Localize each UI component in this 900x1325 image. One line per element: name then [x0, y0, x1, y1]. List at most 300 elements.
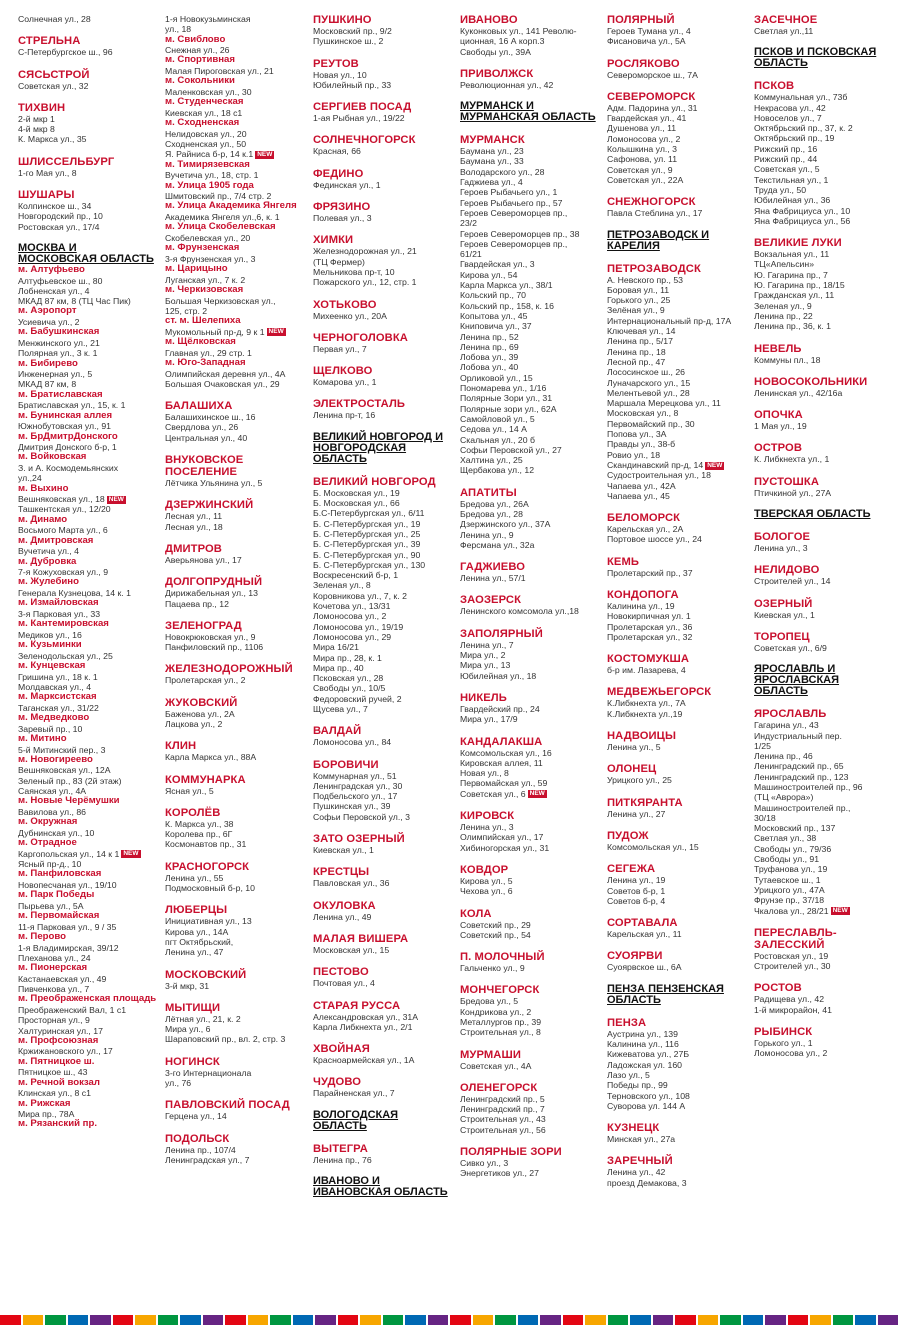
store-address: Судостроительная ул., 18	[607, 470, 711, 481]
store-address: Интернациональный пр-д, 17А	[607, 315, 732, 326]
region-heading: ПЕНЗА ПЕНЗЕНСКАЯ ОБЛАСТЬ	[607, 982, 724, 1006]
store-address: Советский пр., 29	[460, 919, 531, 930]
city-heading: КИРОВСК	[460, 810, 515, 823]
store-address: МКАД 87 км, 8	[18, 379, 77, 390]
store-address: Подмосковный б-р, 10	[165, 883, 255, 894]
metro-station: м. Сокольники	[165, 75, 235, 87]
metro-station: м. Рязанский пр.	[18, 1118, 97, 1130]
store-address: Мукомольный пр-д, 9 к 1 NEW	[165, 326, 284, 337]
store-address: Советская ул., 9	[607, 164, 673, 175]
store-address: Ленина пр., 69	[460, 341, 519, 352]
metro-station: м. Рижская	[18, 1097, 71, 1109]
city-heading: ОПОЧКА	[754, 409, 803, 422]
store-address: Ленинградский пр., 123	[754, 771, 849, 782]
store-address: Свободы ул., 39А	[460, 46, 531, 57]
color-strip-segment	[158, 1315, 179, 1325]
color-strip-segment	[653, 1315, 674, 1325]
store-address: Яна Фабрициуса ул., 56	[754, 215, 851, 226]
city-heading: КЕМЬ	[607, 555, 640, 568]
store-address: Вешняковская ул., 12А	[18, 765, 111, 776]
store-address: Карла Либкнехта ул., 2/1	[313, 1021, 413, 1032]
store-address: Снежная ул., 26	[165, 45, 230, 56]
store-address: Североморское ш., 7А	[607, 69, 698, 80]
store-address: Б.С-Петербургская ул., 6/11	[313, 508, 425, 519]
store-address: Душенова ул., 11	[607, 123, 677, 134]
metro-station: м. Новогиреево	[18, 753, 93, 765]
metro-station: м. Свиблово	[165, 33, 226, 45]
store-address: Саянская ул., 4А	[18, 786, 87, 797]
store-address: Королева пр., 6Г	[165, 829, 233, 840]
store-address: Героев Североморцев пр.,	[460, 207, 568, 218]
store-address: Ладожская ул. 160	[607, 1059, 682, 1070]
city-heading: МЕДВЕЖЬЕГОРСК	[607, 686, 712, 699]
city-heading: ТИХВИН	[18, 101, 66, 114]
store-address: Ленина ул., 3	[460, 822, 514, 833]
store-address: Советская ул., 6 NEW	[460, 788, 545, 799]
store-address: Скобелевская ул., 20	[165, 232, 251, 243]
metro-station: м. Улица 1905 года	[165, 179, 254, 191]
color-strip-segment	[698, 1315, 719, 1325]
store-address: Павловская ул., 36	[313, 878, 390, 889]
store-address: Ленина пр., 46	[754, 751, 813, 762]
store-address: Индустриальный пер.	[754, 730, 842, 741]
store-address: Нелидовская ул., 20	[165, 128, 247, 139]
store-address: Комсомольская ул., 15	[607, 841, 699, 852]
store-address: Чкалова ул., 28/21 NEW	[754, 905, 848, 916]
store-address: Советская ул., 6/9	[754, 642, 827, 653]
store-address: Радищева ул., 42	[754, 994, 825, 1005]
store-address: 1 Мая ул., 19	[754, 421, 807, 432]
store-address: Свободы ул., 91	[754, 854, 820, 865]
store-address: Гвардейская ул., 41	[607, 113, 687, 124]
column-5	[607, 14, 747, 1188]
store-address: Дзержинского ул., 37А	[460, 519, 551, 530]
metro-station: м. Фрунзенская	[165, 242, 240, 254]
store-address: К.Либкнехта ул.,19	[607, 708, 683, 719]
metro-station: м. Спортивная	[165, 54, 235, 66]
store-address: Б. С-Петербургская ул., 19	[313, 518, 421, 529]
store-address: Зеленая ул., 9	[754, 300, 812, 311]
color-strip	[0, 1315, 900, 1325]
store-address: Боровая ул., 11	[607, 284, 670, 295]
store-address: Советов б-р, 1	[607, 885, 666, 896]
city-heading: КОРОЛЁВ	[165, 806, 221, 819]
metro-station: м. Черкизовская	[165, 283, 244, 295]
store-address: Мельникова пр-т, 10	[313, 266, 395, 277]
city-heading: НОГИНСК	[165, 1055, 220, 1068]
store-address: Героев Тумана ул., 4	[607, 26, 691, 36]
store-address: Пролетарская ул., 2	[165, 675, 246, 686]
store-address: Александровская ул., 31А	[313, 1011, 419, 1022]
store-address: Коммунальная ул., 73б	[754, 92, 848, 103]
city-heading: РЫБИНСК	[754, 1026, 813, 1039]
store-address: Ломоносова ул., 19/19	[313, 621, 404, 632]
city-heading: ПОЛЯРНЫЕ ЗОРИ	[460, 1146, 562, 1159]
store-address: 61/21	[460, 249, 482, 260]
store-address: Фрунзе пр., 37/18	[754, 895, 825, 906]
city-heading: ФЕДИНО	[313, 167, 364, 180]
metro-station: м. Улица Скобелевская	[165, 221, 276, 233]
store-address: Советская ул., 5	[754, 164, 820, 175]
store-address: Клинская ул., 8 с1	[18, 1088, 91, 1099]
color-strip-segment	[743, 1315, 764, 1325]
region-heading: ПЕТРОЗАВОДСК И КАРЕЛИЯ	[607, 228, 710, 252]
store-address: Лесная ул., 11	[165, 511, 223, 522]
city-heading: ЧЕРНОГОЛОВКА	[313, 331, 408, 344]
store-address: Московский пр., 9/2	[313, 26, 392, 36]
color-strip-segment	[293, 1315, 314, 1325]
store-address: Сафонова, ул. 11	[607, 154, 678, 165]
store-address: Новгородский пр., 10	[18, 211, 103, 222]
city-heading: ХИМКИ	[313, 234, 354, 247]
city-heading: АПАТИТЫ	[460, 486, 517, 499]
store-address: Баженова ул., 2А	[165, 708, 235, 719]
store-address: Фединская ул., 1	[313, 179, 381, 190]
store-address: Ростовская ул., 19	[754, 950, 829, 961]
region-heading: ЯРОСЛАВЛЬ И ЯРОСЛАВСКАЯ ОБЛАСТЬ	[754, 663, 840, 698]
city-heading: МАЛАЯ ВИШЕРА	[313, 932, 409, 945]
city-heading: НЕЛИДОВО	[754, 564, 820, 577]
store-address: Революционная ул., 42	[460, 79, 554, 90]
store-address: Мира ул., 2	[460, 650, 506, 661]
store-address: Просторная ул., 9	[18, 1015, 90, 1026]
store-address: Братиславская ул., 15, к. 1	[18, 400, 126, 411]
store-address: Пятницкое ш., 43	[18, 1067, 88, 1078]
store-address: Полевая ул., 3	[313, 213, 372, 224]
color-strip-segment	[608, 1315, 629, 1325]
store-address: Пивченкова ул., 7	[18, 984, 90, 995]
store-address: Я. Райниса б-р, 14 к.1 NEW	[165, 149, 273, 160]
store-address: Ломоносова ул., 2	[313, 611, 387, 622]
store-address: Баумана ул., 23	[460, 146, 524, 157]
store-address: Ю. Гагарина пр., 18/15	[754, 280, 845, 291]
city-heading: МЫТИЩИ	[165, 1001, 221, 1014]
metro-station: м. Пионерская	[18, 962, 88, 974]
store-address: Солнечная ул., 28	[18, 14, 91, 24]
store-address: Пролетарская ул., 32	[607, 631, 693, 642]
store-address: Щербакова ул., 12	[460, 465, 535, 476]
city-heading: ПУШКИНО	[313, 14, 372, 26]
store-address: Адм. Падорина ул., 31	[607, 102, 698, 113]
store-address: Полярные Зори ул., 31	[460, 393, 553, 404]
store-address: Кижеватова ул., 27Б	[607, 1049, 690, 1060]
store-address: 3-я Фрунзенская ул., 3	[165, 253, 256, 264]
store-address: Ленинградский пр., 7	[460, 1104, 545, 1115]
city-heading: СЯСЬСТРОЙ	[18, 68, 90, 81]
store-address: З. и А. Космодемьянских	[18, 462, 119, 473]
store-address: Калинина ул., 19	[607, 600, 675, 611]
color-strip-segment	[0, 1315, 21, 1325]
store-address: Текстильная ул., 1	[754, 174, 829, 185]
store-address: Карла Маркса ул., 38/1	[460, 280, 553, 291]
store-address: Советский пр., 54	[460, 929, 531, 940]
city-heading: ВАЛДАЙ	[313, 725, 362, 738]
store-address: 23/2	[460, 218, 477, 229]
store-address: Урицкого ул., 47А	[754, 884, 825, 895]
store-address: Самойловой ул., 5	[460, 413, 535, 424]
city-heading: ПРИВОЛЖСК	[460, 67, 534, 80]
metro-station: м. Аэропорт	[18, 305, 77, 317]
store-address: Минская ул., 27а	[607, 1134, 676, 1145]
store-address: Ленина пр., 36, к. 1	[754, 321, 831, 332]
store-address: Советская ул., 32	[18, 80, 89, 91]
store-address: Кольский пр., 70	[460, 290, 527, 301]
store-address: Карла Маркса ул., 88А	[165, 752, 257, 763]
store-address: Инженерная ул., 5	[18, 369, 93, 380]
store-address: Строителей ул., 30	[754, 961, 831, 972]
metro-station: м. Дмитровская	[18, 534, 94, 546]
store-address: Шмитовский пр., 7/4 стр. 2	[165, 191, 272, 202]
color-strip-segment	[203, 1315, 224, 1325]
store-address: Ленина ул., 5	[607, 742, 661, 753]
metro-station: м. Марксистская	[18, 691, 97, 703]
store-address: Б. С-Петербургская ул., 90	[313, 549, 421, 560]
store-address: Кировская аллея, 11	[460, 757, 543, 768]
color-strip-segment	[878, 1315, 899, 1325]
color-strip-segment	[383, 1315, 404, 1325]
store-address: 30/18	[754, 812, 776, 823]
store-address: Преображенский Вал, 1 с1	[18, 1004, 127, 1015]
store-address: Светлая ул.,11	[754, 26, 814, 36]
city-heading: ПУДОЖ	[607, 829, 649, 842]
store-address: Хибиногорская ул., 31	[460, 842, 550, 853]
store-address: Коммуны пл., 18	[754, 354, 821, 365]
store-address: Кондрикова ул., 2	[460, 1006, 532, 1017]
store-address: Лацкова ул., 2	[165, 719, 223, 729]
metro-station: м. Царицыно	[165, 263, 228, 275]
store-address: Халтуринская ул., 17	[18, 1025, 103, 1036]
metro-station: м. Пятницкое ш.	[18, 1055, 95, 1067]
region-heading: ТВЕРСКАЯ ОБЛАСТЬ	[754, 508, 871, 521]
city-heading: ПЕНЗА	[607, 1016, 647, 1029]
city-heading: ОСТРОВ	[754, 442, 803, 455]
city-heading: СЕВЕРОМОРСК	[607, 90, 696, 103]
color-strip-segment	[270, 1315, 291, 1325]
store-address: Киевская ул., 1	[754, 609, 815, 620]
color-strip-segment	[720, 1315, 741, 1325]
store-address: (ТЦ Фермер)	[313, 256, 365, 267]
store-address: Панфиловский пр., 1106	[165, 642, 264, 653]
store-address: Мира пр., 78А	[18, 1109, 75, 1120]
city-heading: ЩЕЛКОВО	[313, 365, 373, 378]
store-address: Кирова ул., 14А	[165, 926, 229, 937]
store-address: Комсомольская ул., 16	[460, 747, 552, 758]
metro-station: м. Перово	[18, 930, 67, 942]
city-heading: ЛЮБЕРЦЫ	[165, 904, 228, 917]
color-strip-segment	[360, 1315, 381, 1325]
city-heading: СОЛНЕЧНОГОРСК	[313, 134, 416, 147]
store-address: Олимпийская деревня ул., 4А	[165, 368, 286, 379]
city-heading: МОСКОВСКИЙ	[165, 968, 247, 981]
city-heading: ПЕТРОЗАВОДСК	[607, 262, 701, 275]
city-heading: КУЗНЕЦК	[607, 1122, 660, 1135]
store-address: Новопесчаная ул., 19/10	[18, 879, 117, 890]
city-heading: ВНУКОВСКОЕ ПОСЕЛЕНИЕ	[165, 454, 244, 479]
store-address: Чапаева ул., 45	[607, 490, 670, 501]
store-address: Орликовой ул., 15	[460, 372, 533, 383]
store-address: Б. Московская ул., 66	[313, 498, 400, 509]
store-address: Володарского ул., 28	[460, 166, 545, 177]
city-heading: КРАСНОГОРСК	[165, 860, 250, 873]
store-address: Победы пр., 99	[607, 1080, 668, 1091]
city-heading: СОРТАВАЛА	[607, 917, 678, 930]
store-address: 1-го Мая ул., 8	[18, 167, 77, 178]
metro-station: м. Тимирязевская	[165, 158, 250, 170]
city-heading: ЖУКОВСКИЙ	[165, 696, 238, 709]
metro-station: м. Панфиловская	[18, 868, 102, 880]
store-address: Космонавтов пр., 31	[165, 839, 247, 850]
color-strip-segment	[833, 1315, 854, 1325]
color-strip-segment	[563, 1315, 584, 1325]
store-address: Лобненская ул., 4	[18, 285, 90, 296]
city-heading: НОВОСОКОЛЬНИКИ	[754, 375, 868, 388]
store-address: Маленковская ул., 30	[165, 86, 252, 97]
metro-station: м. Кунцевская	[18, 660, 86, 671]
color-strip-segment	[810, 1315, 831, 1325]
store-address: Б. С-Петербургская ул., 25	[313, 528, 421, 539]
city-heading: ПСКОВ	[754, 80, 795, 93]
store-address: Южнобутовская ул., 91	[18, 421, 111, 432]
store-address: Советская ул., 22А	[607, 174, 684, 185]
store-address: Каргопольская ул., 14 к 1 NEW	[18, 848, 139, 859]
store-address: 1-й микрорайон, 41	[754, 1004, 832, 1015]
store-address: Зеленодольская ул., 25	[18, 650, 113, 661]
store-address: Ленинградский пр., 5	[460, 1093, 545, 1104]
store-address: Кржижановского ул., 17	[18, 1046, 113, 1057]
store-address: Медиков ул., 16	[18, 629, 82, 640]
color-strip-segment	[90, 1315, 111, 1325]
store-address: Бредова ул., 26А	[460, 498, 529, 509]
store-address: Новоселов ул., 7	[754, 112, 822, 123]
city-heading: НАДВОИЦЫ	[607, 730, 677, 743]
store-address: Некрасова ул., 42	[754, 102, 826, 113]
store-address: Пырьева ул., 5А	[18, 900, 84, 911]
store-address: Балашихинское ш., 16	[165, 412, 256, 423]
store-address: Ленина пр., 107/4	[165, 1144, 236, 1155]
store-address: Подбельского ул., 17	[313, 791, 398, 802]
city-heading: ВЫТЕГРА	[313, 1142, 368, 1155]
store-address: Ленина ул., 57/1	[460, 573, 526, 584]
color-strip-segment	[765, 1315, 786, 1325]
store-address: Луначарского ул., 15	[607, 377, 691, 388]
store-address: Бредова ул., 28	[460, 508, 523, 519]
city-heading: РОСЛЯКОВО	[607, 57, 680, 70]
store-address: Металлургов пр., 39	[460, 1017, 542, 1027]
store-address: Куконковых ул., 141 Револю-	[460, 26, 577, 36]
store-address: Пушкинская ул., 39	[313, 801, 391, 812]
store-address: Ростовская ул., 17/4	[18, 221, 100, 232]
store-address: К.Либкнехта ул., 7А	[607, 698, 686, 709]
city-heading: ПЕСТОВО	[313, 966, 369, 979]
store-address: Ломоносова ул., 29	[313, 631, 392, 642]
metro-station: м. БрДмитрДонского	[18, 430, 118, 442]
store-address: Ленина ул., 9	[460, 529, 514, 540]
city-heading: ТОРОПЕЦ	[754, 630, 810, 643]
city-heading: ЗАТО ОЗЕРНЫЙ	[313, 833, 405, 846]
store-address: Новая ул., 8	[460, 768, 509, 779]
store-address: Труфанова ул., 19	[754, 864, 828, 875]
store-address: ул., 18	[165, 24, 192, 35]
store-address: Сивко ул., 3	[460, 1158, 509, 1169]
store-address: Машиностроителей пр.,	[754, 802, 851, 813]
region-heading: ВОЛОГОДСКАЯ ОБЛАСТЬ	[313, 1108, 399, 1132]
store-address: Пушкинское ш., 2	[313, 36, 384, 47]
store-address: 125, стр. 2	[165, 305, 208, 316]
city-heading: ПОЛЯРНЫЙ	[607, 14, 675, 26]
store-address: Мира пр., 40	[313, 662, 364, 673]
city-heading: КОСТОМУКША	[607, 653, 690, 666]
city-heading: ХОТЬКОВО	[313, 298, 377, 311]
city-heading: ПУСТОШКА	[754, 475, 820, 488]
store-address: 3-я Парковая ул., 33	[18, 608, 101, 619]
store-address: Юбилейная ул., 36	[754, 195, 831, 206]
store-address: Дмитрия Донского б-р, 1	[18, 442, 117, 453]
store-address: Федоровский ручей, 2	[313, 693, 402, 704]
store-address: Новокирпичная ул. 1	[607, 611, 691, 622]
store-address: Портовое шоссе ул., 24	[607, 534, 702, 545]
store-address: Труда ул., 50	[754, 184, 807, 195]
region-heading: ИВАНОВО И ИВАНОВСКАЯ ОБЛАСТЬ	[313, 1175, 448, 1199]
color-strip-segment	[405, 1315, 426, 1325]
city-heading: ШУШАРЫ	[18, 189, 75, 202]
city-heading: РОСТОВ	[754, 982, 802, 995]
store-address: Юбилейная ул., 18	[460, 670, 537, 681]
store-address: пгт Октябрьский,	[165, 936, 234, 947]
store-address: Новая ул., 10	[313, 69, 367, 80]
store-address: Аверьянова ул., 17	[165, 554, 242, 565]
store-address: Тутаевское ш., 1	[754, 874, 821, 885]
store-address: Маршала Мерецкова ул., 11	[607, 398, 721, 409]
store-address: Вавилова ул., 86	[18, 806, 86, 817]
store-address: Гальченко ул., 9	[460, 963, 525, 974]
store-address: Лазо ул., 5	[607, 1069, 650, 1080]
store-address: Чапаева ул., 42А	[607, 480, 676, 491]
store-address: Софьи Перовской ул., 3	[313, 811, 410, 822]
city-heading: ПАВЛОВСКИЙ ПОСАД	[165, 1099, 290, 1112]
city-heading: СУОЯРВИ	[607, 950, 663, 963]
store-address: Софьи Перовской ул., 27	[460, 444, 562, 455]
city-heading: КОММУНАРКА	[165, 773, 246, 786]
color-strip-segment	[45, 1315, 66, 1325]
region-heading: МОСКВА И МОСКОВСКАЯ ОБЛАСТЬ	[18, 241, 154, 265]
store-address: Рижский пр., 44	[754, 154, 818, 165]
city-heading: СНЕЖНОГОРСК	[607, 196, 696, 209]
store-address: ТЦ«Апельсин»	[754, 259, 815, 270]
color-strip-segment	[68, 1315, 89, 1325]
store-address: Правды ул., 38-б	[607, 439, 676, 450]
city-heading: КАНДАЛАКША	[460, 735, 543, 748]
store-address: Комарова ул., 1	[313, 377, 377, 388]
new-badge: NEW	[257, 151, 273, 159]
store-address: Ленина пр-т, 16	[313, 410, 376, 421]
store-address: Кольский пр., 158, к. 16	[460, 300, 554, 311]
city-heading: МУРМАШИ	[460, 1048, 521, 1061]
store-address: Зеленый пр., 83 (2й этаж)	[18, 775, 122, 786]
color-strip-segment	[540, 1315, 561, 1325]
store-address: Мелентьевой ул., 28	[607, 387, 690, 398]
store-address: Первая ул., 7	[313, 343, 367, 354]
city-heading: ПИТКЯРАНТА	[607, 796, 683, 809]
city-heading: ЭЛЕКТРОСТАЛЬ	[313, 398, 406, 411]
store-address: Карельская ул., 2А	[607, 524, 684, 535]
color-strip-segment	[630, 1315, 651, 1325]
store-address: МКАД 87 км, 8 (ТЦ Час Пик)	[18, 296, 131, 307]
store-address: Машиностроителей пр., 96	[754, 781, 863, 792]
store-address: Таганская ул., 31/22	[18, 702, 99, 713]
store-address: Суоярвское ш., 6А	[607, 962, 682, 973]
store-address: Почтовая ул., 4	[313, 978, 375, 989]
store-address: Олимпийская ул., 17	[460, 832, 544, 843]
